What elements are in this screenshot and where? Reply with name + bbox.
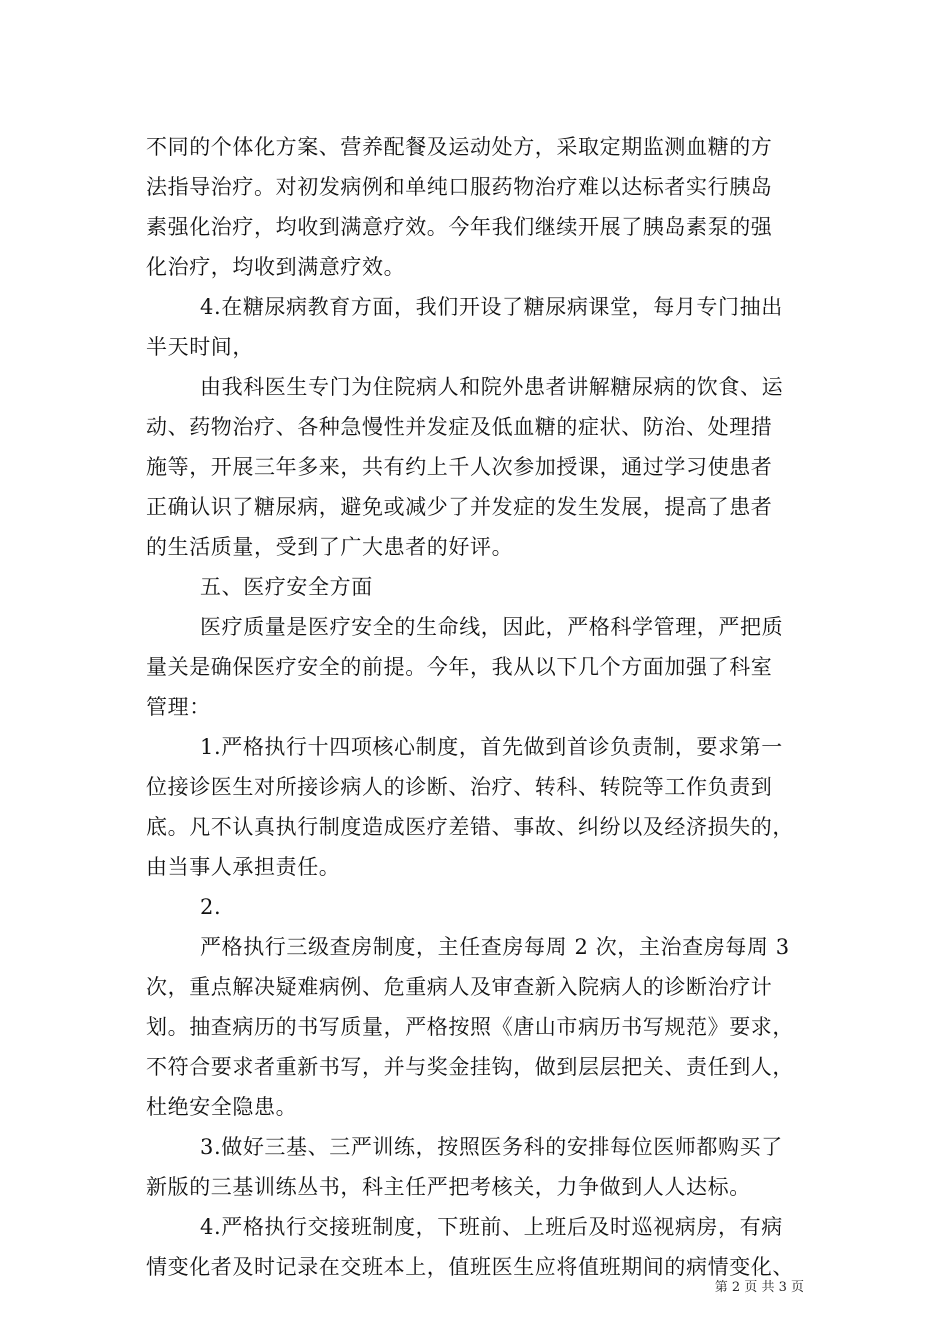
text-line: 位接诊医生对所接诊病人的诊断、治疗、转科、转院等工作负责到	[146, 775, 773, 799]
text-line: 次，重点解决疑难病例、危重病人及审查新入院病人的诊断治疗计	[146, 975, 773, 999]
text-line: 4.严格执行交接班制度，下班前、上班后及时巡视病房，有病	[200, 1215, 783, 1239]
text-line: 医疗质量是医疗安全的生命线，因此，严格科学管理，严把质	[200, 615, 784, 639]
text-line: 量关是确保医疗安全的前提。今年，我从以下几个方面加强了科室	[146, 655, 773, 679]
text-line: 不同的个体化方案、营养配餐及运动处方，采取定期监测血糖的方	[146, 135, 773, 159]
text-line: 化治疗，均收到满意疗效。	[146, 255, 406, 279]
text-line: 法指导治疗。对初发病例和单纯口服药物治疗难以达标者实行胰岛	[146, 175, 773, 199]
text-line: 情变化者及时记录在交班本上，值班医生应将值班期间的病情变化、	[146, 1255, 794, 1279]
text-line: 的生活质量，受到了广大患者的好评。	[146, 535, 514, 559]
text-line: 动、药物治疗、各种急慢性并发症及低血糖的症状、防治、处理措	[146, 415, 773, 439]
text-line: 新版的三基训练丛书，科主任严把考核关，力争做到人人达标。	[146, 1175, 751, 1199]
text-line: 半天时间，	[146, 335, 254, 359]
text-line: 划。抽查病历的书写质量，严格按照《唐山市病历书写规范》要求，	[146, 1015, 794, 1039]
text-line: 4.在糖尿病教育方面，我们开设了糖尿病课堂，每月专门抽出	[200, 295, 783, 319]
text-line: 由当事人承担责任。	[146, 855, 341, 879]
page-footer: 第 2 页 共 3 页	[714, 1280, 804, 1295]
text-line: 严格执行三级查房制度，主任查房每周 2 次，主治查房每周 3	[200, 935, 790, 959]
text-line: 杜绝安全隐患。	[146, 1095, 298, 1119]
text-line: 正确认识了糖尿病，避免或减少了并发症的发生发展，提高了患者	[146, 495, 773, 519]
text-line: 由我科医生专门为住院病人和院外患者讲解糖尿病的饮食、运	[200, 375, 784, 399]
text-line: 不符合要求者重新书写，并与奖金挂钩，做到层层把关、责任到人，	[146, 1055, 794, 1079]
text-line: 底。凡不认真执行制度造成医疗差错、事故、纠纷以及经济损失的，	[146, 815, 794, 839]
text-line: 施等，开展三年多来，共有约上千人次参加授课，通过学习使患者	[146, 455, 773, 479]
section-heading: 五、医疗安全方面	[200, 575, 373, 599]
text-line: 1.严格执行十四项核心制度，首先做到首诊负责制，要求第一	[200, 735, 783, 759]
text-line: 管理：	[146, 695, 211, 719]
text-line: 3.做好三基、三严训练，按照医务科的安排每位医师都购买了	[200, 1135, 783, 1159]
text-line: 2.	[200, 895, 222, 919]
text-line: 素强化治疗，均收到满意疗效。今年我们继续开展了胰岛素泵的强	[146, 215, 773, 239]
